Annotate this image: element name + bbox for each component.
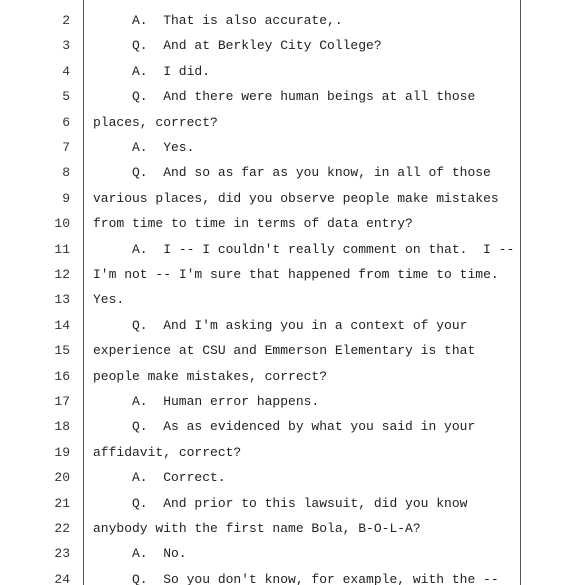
line-number: 10 [54, 216, 70, 232]
line-text: Q. And I'm asking you in a context of your [132, 317, 468, 333]
line-number: 9 [62, 190, 70, 206]
transcript-line [0, 110, 585, 135]
transcript-line [0, 389, 585, 414]
line-number: 23 [54, 546, 70, 562]
transcript-line [0, 287, 585, 312]
line-number: 20 [54, 470, 70, 486]
line-text: Q. As as evidenced by what you said in your [132, 419, 476, 435]
transcript-line [0, 414, 585, 439]
line-number: 19 [54, 444, 70, 460]
line-number: 14 [54, 317, 70, 333]
transcript-line [0, 59, 585, 84]
line-text: anybody with the first name Bola, B-O-L-A? [93, 521, 421, 536]
transcript-line [0, 491, 585, 516]
line-text: Q. And there were human beings at all those [132, 89, 476, 105]
line-number: 3 [62, 38, 70, 54]
transcript-line [0, 338, 585, 363]
transcript-line [0, 33, 585, 58]
line-number: 21 [54, 495, 70, 511]
line-number: 15 [54, 343, 70, 359]
transcript-line [0, 516, 585, 541]
line-number: 24 [54, 571, 70, 585]
line-number: 5 [62, 89, 70, 105]
line-text: A. I did. [132, 63, 211, 79]
line-text: I'm not -- I'm sure that happened from time to time. [93, 267, 499, 282]
transcript-line [0, 541, 585, 566]
transcript-line [0, 440, 585, 465]
line-number: 7 [62, 140, 70, 155]
transcript-line [0, 160, 585, 185]
line-text: places, correct? [93, 114, 218, 130]
line-number: 2 [62, 13, 70, 28]
line-text: A. Yes. [132, 140, 195, 155]
line-number: 8 [62, 165, 70, 181]
line-text: affidavit, correct? [93, 444, 242, 460]
transcript-line [0, 135, 585, 160]
line-text: from time to time in terms of data entry? [93, 216, 413, 232]
transcript-line [0, 84, 585, 109]
line-text: various places, did you observe people make mistakes [93, 190, 499, 206]
line-text: Yes. [93, 292, 125, 308]
transcript-line [0, 364, 585, 389]
transcript-line [0, 567, 585, 585]
transcript-line [0, 237, 585, 262]
line-number: 6 [62, 114, 70, 130]
line-number: 18 [54, 419, 70, 435]
line-text: A. Human error happens. [132, 394, 320, 409]
line-text: Q. So you don't know, for example, with the -- [132, 571, 499, 585]
line-text: people make mistakes, correct? [93, 368, 328, 384]
line-text: Q. And prior to this lawsuit, did you know [132, 495, 468, 511]
line-number: 12 [54, 267, 70, 282]
line-number: 4 [62, 63, 70, 79]
line-number: 11 [54, 241, 70, 257]
line-text: A. That is also accurate,. [132, 13, 343, 28]
line-text: A. No. [132, 546, 187, 562]
line-text: experience at CSU and Emmerson Elementary is that [93, 343, 476, 359]
line-number: 13 [54, 292, 70, 308]
transcript-line [0, 8, 585, 33]
line-text: Q. And so as far as you know, in all of those [132, 165, 491, 181]
line-number: 22 [54, 521, 70, 536]
transcript-line [0, 465, 585, 490]
line-number: 17 [54, 394, 70, 409]
line-text: A. I -- I couldn't really comment on that. I -- [132, 241, 515, 257]
transcript-line [0, 313, 585, 338]
transcript-line [0, 211, 585, 236]
transcript-line [0, 262, 585, 287]
transcript-line [0, 186, 585, 211]
line-text: Q. And at Berkley City College? [132, 38, 382, 54]
line-number: 16 [54, 368, 70, 384]
line-text: A. Correct. [132, 470, 226, 486]
